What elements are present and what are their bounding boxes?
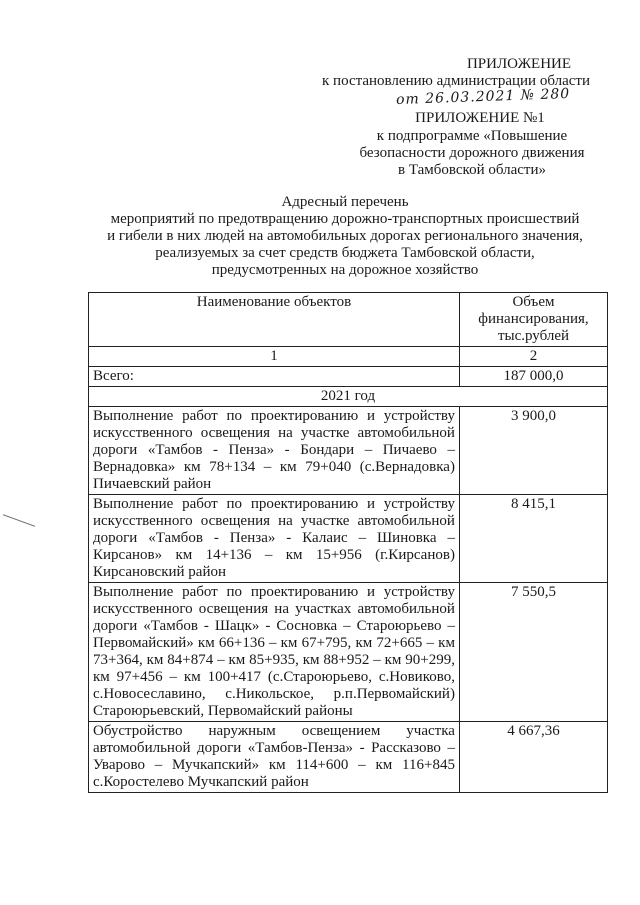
table-number-row: [89, 347, 608, 367]
table-row: [89, 583, 608, 722]
objects-table: [88, 292, 608, 793]
object-name: Выполнение работ по проектированию и устройству искусственного освещения на участке автомобильной дороги «Тамбов - Пенза» - Бондари – Пичаево – Вернадовка» км 78+134 – км 79+040 (с.Вернадовка) Пичаевский район: [89, 407, 460, 495]
table-row: [89, 722, 608, 793]
object-funding: 7 550,5: [459, 583, 607, 722]
object-funding: 4 667,36: [459, 722, 607, 793]
title-line: предусмотренных на дорожное хозяйство: [211, 262, 479, 278]
year-label: 2021 год: [89, 387, 608, 407]
subprogram-line: безопасности дорожного движения: [359, 145, 585, 161]
col-num-2: 2: [459, 347, 607, 367]
object-funding: 3 900,0: [459, 407, 607, 495]
subprogram-line: к подпрограмме «Повышение: [376, 128, 568, 144]
object-name: Выполнение работ по проектированию и устройству искусственного освещения на участках автомобильной дороги «Тамбов - Шацк» - Сосновка – Староюрьево – Первомайский» км 66+136 – км 67+795, км 72+665 – км 73+364, км 84+874 – км 85+935, км 88+952 – км 90+299, км 97+456 – км 100+417 (с.Староюрьево, с.Новиково, с.Новосеславино, с.Никольское, р.п.Первомайский) Староюрьевский, Первомайский районы: [89, 583, 460, 722]
document-title: [80, 194, 610, 279]
total-label: Всего:: [89, 367, 460, 387]
title-line: и гибели в них людей на автомобильных дорогах регионального значения,: [107, 228, 583, 244]
header-objects: Наименование объектов: [89, 293, 460, 347]
title-line: мероприятий по предотвращению дорожно-транспортных происшествий: [110, 211, 580, 227]
object-name: Обустройство наружным освещением участка автомобильной дороги «Тамбов-Пенза» - Рассказово – Уварово – Мучкапский» км 114+600 – км 116+845 с.Коростелево Мучкапский район: [89, 722, 460, 793]
appendix-number: ПРИЛОЖЕНИЕ №1: [415, 110, 545, 126]
margin-mark: [3, 514, 35, 527]
table-row: [89, 495, 608, 583]
appendix-label: ПРИЛОЖЕНИЕ: [466, 56, 572, 72]
table-row: [89, 407, 608, 495]
header-funding: Объем финансирования, тыс.рублей: [459, 293, 607, 347]
table-header-row: [89, 293, 608, 347]
total-value: 187 000,0: [459, 367, 607, 387]
subprogram-line: в Тамбовской области»: [397, 162, 546, 178]
object-funding: 8 415,1: [459, 495, 607, 583]
object-name: Выполнение работ по проектированию и устройству искусственного освещения на участке автомобильной дороги «Тамбов - Пенза» - Калаис – Шиновка – Кирсанов» км 14+136 – км 15+956 (г.Кирсанов) Кирсановский район: [89, 495, 460, 583]
subprogram-reference: [352, 128, 592, 179]
handwritten-date-number: от 26.03.2021 № 280: [395, 85, 571, 109]
total-row: [89, 367, 608, 387]
col-num-1: 1: [89, 347, 460, 367]
title-line: Адресный перечень: [281, 194, 409, 210]
decree-reference: к постановлению администрации области: [322, 73, 590, 89]
title-line: реализуемых за счет средств бюджета Тамбовской области,: [155, 245, 535, 261]
year-row: [89, 387, 608, 407]
